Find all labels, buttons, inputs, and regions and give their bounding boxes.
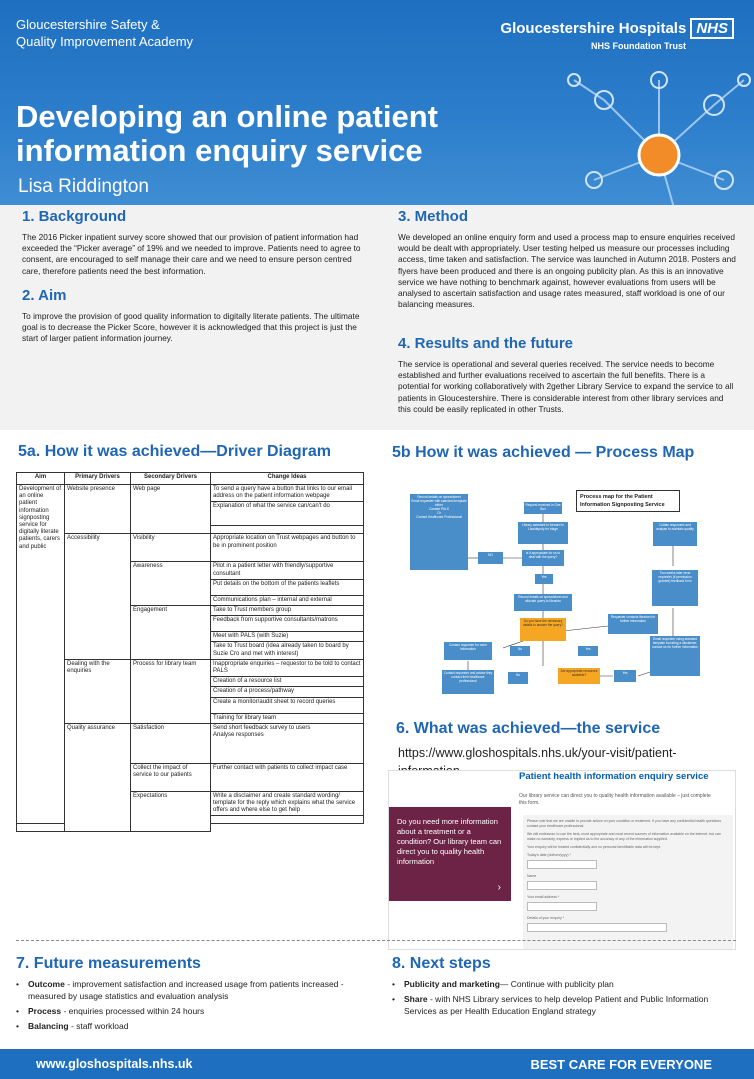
service-screenshot xyxy=(388,770,736,950)
process-no-box: No xyxy=(508,672,528,684)
primary-driver-cell: Website presence xyxy=(65,485,131,534)
method-text: We developed an online enquiry form and used a process map to ensure enquiries received would be dealt with appropriately. User testing helped us measure our processes including access, time taken and satisfaction. The service was launched in Autumn 2018. Posters and flyers have been produced and there is an ongoing publicity plan. As this is an innovative service we have nothing to benchmark against, however evaluations from users will be analysed to ascertain satisfaction and usage rates measured, staff workload is one of our balancing measures. xyxy=(398,232,736,310)
change-idea-cell: Creation of a process/pathway xyxy=(211,687,364,697)
item-text: — Continue with publicity plan xyxy=(499,979,614,989)
date-field[interactable] xyxy=(527,860,597,869)
results-text: The service is operational and several queries received. The service needs to become established and further evaluations received to ascertain the full benefits. There is a potential for working collaboratively with 2gether Library Service to expand the service to all patients in Gloucestershire. There is considerable interest from other library services and this could be easily replicated in other Trusts. xyxy=(398,359,734,414)
change-idea-cell: Pilot in a patient letter with friendly/supportive consultant xyxy=(211,562,364,579)
process-decision-details: Do you have the necessary details to answer the query? xyxy=(520,618,566,641)
enquiry-form xyxy=(523,815,733,950)
trust-subtitle: NHS Foundation Trust xyxy=(591,41,686,51)
column-header: Primary Drivers xyxy=(65,473,131,485)
column-header: Secondary Drivers xyxy=(131,473,211,485)
table-row xyxy=(17,485,364,502)
process-yes-box: Yes xyxy=(578,646,598,656)
item-text: - with NHS Library services to help develop Patient and Public Information Services as per Health Education England strategy xyxy=(404,994,709,1016)
form-note: We will endeavour to use the best, most appropriate and most recent sources of information available on the internet, but can make no warranty, express or implied as to the accuracy of any of the information supplied. xyxy=(527,832,721,841)
service-url-line-1[interactable]: https://www.gloshospitals.nhs.uk/your-visit/patient- xyxy=(398,746,677,760)
primary-driver-cell: Dealing with the enquiries xyxy=(65,659,131,723)
secondary-driver-cell: Collect the impact of service to our patients xyxy=(131,763,211,791)
date-label: Today's date (dd/mm/yyyy) * xyxy=(527,853,571,857)
change-idea-cell: Inappropriate enquiries – requestor to be told to contact PALS xyxy=(211,659,364,676)
table-row xyxy=(17,659,364,676)
change-idea-text: Analyse responses xyxy=(213,732,264,739)
change-idea-cell xyxy=(17,824,65,832)
change-idea-text: Send short feedback survey to users xyxy=(213,724,311,731)
process-box-collate: Collate responses and analyse to maintain quality xyxy=(653,522,697,546)
nhs-logo: NHS xyxy=(690,18,734,39)
process-no-box: NO xyxy=(478,552,503,564)
change-idea-cell: Write a disclaimer and create standard wording/ template for the reply which explains what the service offers and where else to get help xyxy=(211,791,364,816)
process-box-contact-requester: Contact requester for more information xyxy=(444,642,492,660)
item-label: Outcome xyxy=(28,979,65,989)
change-idea-cell: Create a monitor/audit sheet to record queries xyxy=(211,697,364,713)
primary-driver-cell: Quality assurance xyxy=(65,723,131,832)
trust-logo xyxy=(500,18,734,51)
item-text: - improvement satisfaction and increased usage from patients increased - measured by usage statistics and evaluation analysis xyxy=(28,979,344,1001)
promo-panel[interactable] xyxy=(389,807,511,901)
change-idea-cell xyxy=(211,816,364,824)
process-map xyxy=(398,466,738,696)
network-graphic xyxy=(564,60,754,205)
title-line-1: Developing an online patient xyxy=(16,99,438,134)
background-heading: 1. Background xyxy=(22,208,127,225)
list-item xyxy=(392,978,732,990)
background-text: The 2016 Picker inpatient survey score showed that our provision of patient information had exceeded the “Picker average” of 19% and we needed to improve. Patients need to agree to consent, are encouraged to self manage their care and we need to ensure person centred care, therefore patients need the best information. xyxy=(22,232,361,276)
network-center-node xyxy=(639,135,679,175)
process-decision-resources: Are appropriate resources available? xyxy=(558,668,600,684)
promo-text: Do you need more information about a treatment or a condition? Our library team can direct you to quality health information xyxy=(397,817,502,866)
change-idea-cell: Take to Trust members group xyxy=(211,606,364,616)
form-note: Please note that we are unable to provide advice on your condition or treatment. If you have any confidential health questions contact your healthcare professional. xyxy=(527,819,721,828)
future-heading: 7. Future measurements xyxy=(16,955,201,972)
author-name: Lisa Riddington xyxy=(18,176,149,197)
chevron-right-icon[interactable]: › xyxy=(497,882,501,893)
section-divider xyxy=(16,940,736,941)
secondary-driver-cell: Process for library team xyxy=(131,659,211,723)
change-idea-cell: Creation of a resource list xyxy=(211,677,364,687)
primary-driver-cell: Accessibility xyxy=(65,534,131,659)
poster-title xyxy=(16,100,556,168)
change-idea-cell: Feedback from supportive consultants/matrons xyxy=(211,616,364,632)
change-idea-cell: Appropriate location on Trust webpages and button to be in prominent position xyxy=(211,534,364,562)
future-list xyxy=(16,978,356,1035)
footer-slogan: BEST CARE FOR EVERYONE xyxy=(530,1057,712,1072)
academy-line-1: Gloucestershire Safety & xyxy=(16,17,160,32)
secondary-driver-cell: Satisfaction xyxy=(131,723,211,763)
title-line-2: information enquiry service xyxy=(16,133,423,168)
aim-heading: 2. Aim xyxy=(22,287,67,304)
process-box-contacts-librarian: Requester contacts librarian for further information xyxy=(608,614,658,634)
process-decision-appropriate: Is it appropriate for us to deal with the query? xyxy=(522,550,564,566)
email-label: Your email address * xyxy=(527,895,560,899)
change-idea-cell xyxy=(211,723,364,763)
form-note: Your enquiry will be treated confidentially and no personal identifiable data will be kept. xyxy=(527,845,662,849)
process-yes-box: Yes xyxy=(614,670,636,682)
secondary-driver-cell: Awareness xyxy=(131,562,211,606)
process-box-feedback: Two weeks later send requester (if permission granted) feedback form xyxy=(652,570,698,606)
item-text: - enquiries processed within 24 hours xyxy=(61,1006,205,1016)
change-idea-cell: Explanation of what the service can/can't do xyxy=(211,502,364,526)
name-label: Name xyxy=(527,874,537,878)
list-item xyxy=(16,1020,356,1032)
process-yes-box: Yes xyxy=(535,574,553,584)
table-row xyxy=(17,534,364,562)
secondary-driver-cell: Visibility xyxy=(131,534,211,562)
poster-header xyxy=(0,0,754,205)
email-field[interactable] xyxy=(527,902,597,911)
list-item xyxy=(16,1005,356,1017)
results-heading: 4. Results and the future xyxy=(398,335,574,352)
column-header: Change Ideas xyxy=(211,473,364,485)
process-no-box: No xyxy=(510,646,530,656)
academy-name xyxy=(16,16,193,50)
process-text: Or xyxy=(437,511,441,515)
item-text: - staff workload xyxy=(68,1021,129,1031)
secondary-driver-cell: Engagement xyxy=(131,606,211,660)
aim-cell: Development of an online patient information signposting service for digitally literate patients, carers and public xyxy=(17,485,65,824)
name-field[interactable] xyxy=(527,881,597,890)
process-box-email-template: Email requester using standard template including a disclaimer, contact us for further information xyxy=(650,636,700,676)
list-item xyxy=(392,993,732,1017)
change-idea-cell: Meet with PALS (with Suzie) xyxy=(211,632,364,642)
process-map-title: Process map for the Patient Information Signposting Service xyxy=(576,490,680,512)
item-label: Share xyxy=(404,994,428,1004)
change-idea-cell: Put details on the bottom of the patients leaflets xyxy=(211,579,364,595)
table-header-row xyxy=(17,473,364,485)
process-text: Contact Healthcare Professional xyxy=(416,515,462,519)
driver-diagram-table xyxy=(16,472,364,832)
secondary-driver-cell: Expectations xyxy=(131,791,211,832)
method-heading: 3. Method xyxy=(398,208,468,225)
process-box-advise: Contact requester and advise they contact their healthcare professional xyxy=(442,670,494,694)
change-idea-cell: Communications plan – internal and external xyxy=(211,595,364,605)
shot-title: Patient health information enquiry service xyxy=(519,771,709,782)
process-box-record xyxy=(410,494,468,570)
process-box-allocate: Record details on spreadsheet and allocate query to librarian xyxy=(514,594,572,611)
process-text: Contact PALS xyxy=(429,507,449,511)
footer-url[interactable]: www.gloshospitals.nhs.uk xyxy=(36,1057,193,1071)
next-steps-list xyxy=(392,978,732,1020)
change-idea-cell: Training for library team xyxy=(211,713,364,723)
list-item xyxy=(16,978,356,1002)
process-map-heading: 5b How it was achieved — Process Map xyxy=(392,444,695,461)
change-idea-cell: To send a query have a button that links to our email address on the patient information webpage xyxy=(211,485,364,502)
process-text: Email requester with standard template either xyxy=(411,499,467,507)
item-label: Balancing xyxy=(28,1021,69,1031)
academy-line-2: Quality Improvement Academy xyxy=(16,34,194,49)
aim-text: To improve the provision of good quality information to digitally literate patients. The ultimate goal is to decrease the Picker Score, however it is acknowledged that this project is just the start of larger patient information journey. xyxy=(22,311,360,344)
table-row xyxy=(17,723,364,763)
poster-footer xyxy=(0,1049,754,1079)
change-idea-cell: Further contact with patients to collect impact case xyxy=(211,763,364,791)
process-text: Record details on spreadsheet xyxy=(417,495,461,499)
secondary-driver-cell: Web page xyxy=(131,485,211,534)
change-idea-cell xyxy=(211,526,364,534)
process-box-library: Library assistant to forward to Lisa/deputy for triage xyxy=(518,522,568,544)
achieved-heading: 6. What was achieved—the service xyxy=(396,720,661,737)
shot-subtitle: Our library service can direct you to quality health information available – just complete this form. xyxy=(519,793,711,806)
change-idea-cell: Take to Trust board (idea already taken to board by Suzie Cro and met with interest) xyxy=(211,642,364,659)
details-label: Details of your enquiry * xyxy=(527,916,565,920)
trust-name: Gloucestershire Hospitals xyxy=(500,20,687,37)
next-steps-heading: 8. Next steps xyxy=(392,955,491,972)
driver-diagram-heading: 5a. How it was achieved—Driver Diagram xyxy=(18,443,332,460)
item-label: Process xyxy=(28,1006,62,1016)
process-box-request: Request received in One Box xyxy=(524,502,562,514)
column-header: Aim xyxy=(17,473,65,485)
item-label: Publicity and marketing xyxy=(404,979,500,989)
details-field[interactable] xyxy=(527,923,667,932)
